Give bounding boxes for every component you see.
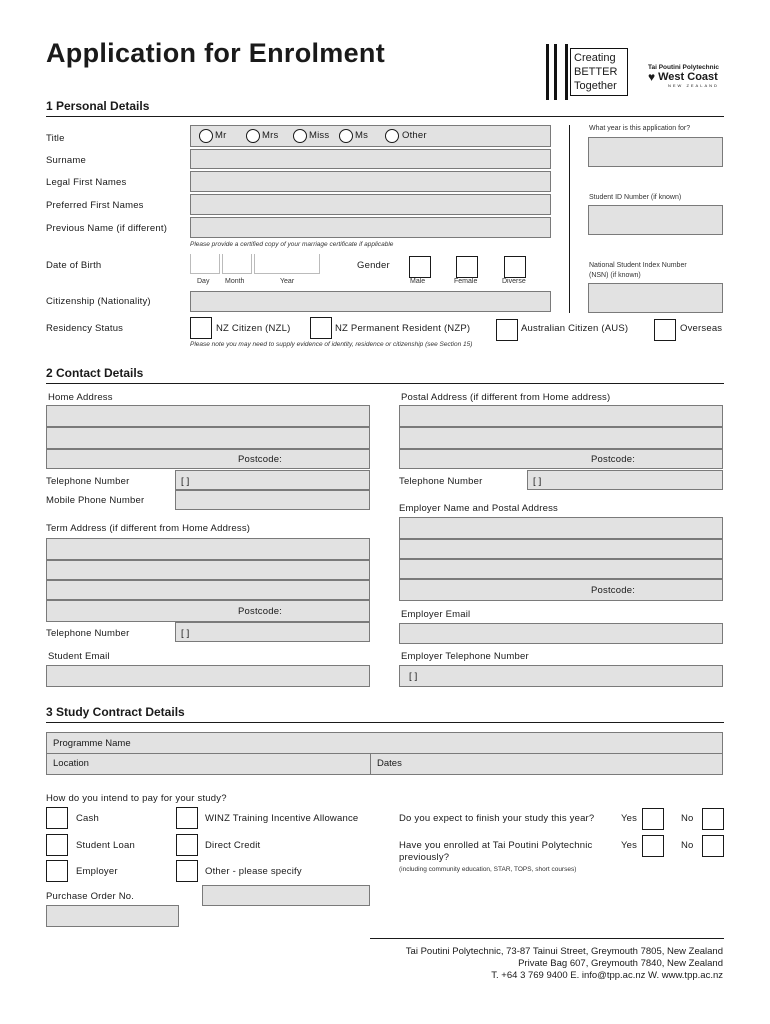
location-field[interactable] (46, 753, 371, 775)
pay-cash-label: Cash (76, 813, 99, 824)
pay-direct-credit-label: Direct Credit (205, 840, 261, 851)
student-email-field[interactable] (46, 665, 370, 687)
programme-field[interactable] (46, 732, 723, 754)
citizenship-field[interactable] (190, 291, 551, 312)
pay-cash-checkbox[interactable] (46, 807, 68, 829)
footer-line-1: Tai Poutini Polytechnic, 73-87 Tainui Street, Greymouth 7805, New Zealand (405, 946, 723, 957)
footer-rule (370, 938, 724, 939)
mobile-label: Mobile Phone Number (46, 495, 145, 506)
employer-address-line-4[interactable] (399, 579, 723, 601)
year-field[interactable] (588, 137, 723, 167)
legal-first-field[interactable] (190, 171, 551, 192)
term-address-line-3[interactable] (46, 580, 370, 600)
pay-other-field[interactable] (202, 885, 370, 906)
pay-winz-label: WINZ Training Incentive Allowance (205, 813, 359, 824)
title-option-mrs: Mrs (262, 130, 279, 141)
logo (546, 44, 636, 100)
term-telephone-field[interactable] (175, 622, 370, 642)
student-id-label: Student ID Number (if known) (589, 194, 682, 201)
residency-aus-checkbox[interactable] (496, 319, 518, 341)
mobile-field[interactable] (175, 490, 370, 510)
logo-line-2: BETTER (574, 66, 618, 78)
pay-student-loan-checkbox[interactable] (46, 834, 68, 856)
residency-nzl-checkbox[interactable] (190, 317, 212, 339)
enrolled-note: (including community education, STAR, TOPS, short courses) (399, 866, 577, 873)
previous-name-field[interactable] (190, 217, 551, 238)
pay-employer-checkbox[interactable] (46, 860, 68, 882)
brand-sub: NEW ZEALAND (668, 83, 719, 88)
marriage-note: Please provide a certified copy of your marriage certificate if applicable (190, 241, 394, 248)
purchase-order-label: Purchase Order No. (46, 891, 135, 902)
home-telephone-bracket: [ ] (181, 476, 190, 487)
finish-no-label: No (681, 813, 694, 824)
gender-male-checkbox[interactable] (409, 256, 431, 278)
heart-icon: ♥ (648, 70, 656, 84)
pay-other-label: Other - please specify (205, 866, 302, 877)
preferred-first-field[interactable] (190, 194, 551, 215)
logo-bars (546, 44, 568, 100)
postal-address-line-3[interactable] (399, 449, 723, 469)
title-radio-mrs[interactable] (246, 129, 260, 143)
postal-telephone-field[interactable] (527, 470, 723, 490)
postal-address-label: Postal Address (if different from Home address) (401, 392, 611, 403)
previous-name-label: Previous Name (if different) (46, 223, 168, 234)
term-address-line-4[interactable] (46, 600, 370, 622)
year-question-label: What year is this application for? (589, 125, 691, 132)
title-option-ms: Ms (355, 130, 369, 141)
postal-postcode-label: Postcode: (591, 454, 636, 465)
surname-field[interactable] (190, 149, 551, 169)
gender-label: Gender (357, 260, 390, 271)
logo-box (570, 48, 628, 96)
title-option-miss: Miss (309, 130, 330, 141)
postal-address-line-1[interactable] (399, 405, 723, 427)
title-radio-ms[interactable] (339, 129, 353, 143)
dates-label: Dates (377, 758, 402, 769)
section-rule (46, 116, 724, 117)
dob-year-label: Year (280, 278, 295, 285)
employer-address-line-2[interactable] (399, 539, 723, 559)
residency-aus-label: Australian Citizen (AUS) (521, 323, 629, 334)
term-telephone-label: Telephone Number (46, 628, 130, 639)
logo-line-3: Together (574, 80, 617, 92)
employer-phone-label: Employer Telephone Number (401, 651, 529, 662)
term-postcode-label: Postcode: (238, 606, 283, 617)
legal-first-label: Legal First Names (46, 177, 127, 188)
preferred-first-label: Preferred First Names (46, 200, 144, 211)
residency-overseas-label: Overseas (680, 323, 723, 334)
section-contact-heading: 2 Contact Details (46, 366, 144, 380)
employer-address-line-3[interactable] (399, 559, 723, 579)
dob-day-label: Day (197, 278, 210, 285)
term-address-line-1[interactable] (46, 538, 370, 560)
enrolled-question: Have you enrolled at Tai Poutini Polytechnic previously? (399, 840, 593, 863)
dob-label: Date of Birth (46, 260, 102, 271)
dob-year-field[interactable] (254, 254, 320, 274)
residency-label: Residency Status (46, 323, 124, 334)
finish-yes-checkbox[interactable] (642, 808, 664, 830)
finish-no-checkbox[interactable] (702, 808, 724, 830)
nsn-label: National Student Index Number (NSN) (if known) (589, 262, 687, 279)
title-field (190, 125, 551, 147)
home-address-line-2[interactable] (46, 427, 370, 449)
gender-diverse-label: Diverse (502, 278, 526, 285)
employer-phone-field[interactable] (399, 665, 723, 687)
pay-question: How do you intend to pay for your study? (46, 793, 227, 804)
brand-block (648, 64, 728, 88)
postal-telephone-bracket: [ ] (533, 476, 542, 487)
postal-address-line-2[interactable] (399, 427, 723, 449)
enrolled-yes-checkbox[interactable] (642, 835, 664, 857)
employer-address-line-1[interactable] (399, 517, 723, 539)
term-address-label: Term Address (if different from Home Address) (46, 523, 251, 534)
enrolled-yes-label: Yes (621, 840, 638, 851)
gender-male-label: Male (410, 278, 426, 285)
title-radio-mr[interactable] (199, 129, 213, 143)
residency-nzl-label: NZ Citizen (NZL) (216, 323, 291, 334)
residency-nzp-checkbox[interactable] (310, 317, 332, 339)
enrolled-no-checkbox[interactable] (702, 835, 724, 857)
term-address-line-2[interactable] (46, 560, 370, 580)
finish-yes-label: Yes (621, 813, 638, 824)
student-id-field[interactable] (588, 205, 723, 235)
right-divider (569, 125, 570, 313)
student-email-label: Student Email (48, 651, 110, 662)
employer-postcode-label: Postcode: (591, 585, 636, 596)
page-title: Application for Enrolment (46, 38, 386, 68)
postal-telephone-label: Telephone Number (399, 476, 483, 487)
employer-phone-bracket: [ ] (409, 671, 418, 682)
home-telephone-label: Telephone Number (46, 476, 130, 487)
section-personal-heading: 1 Personal Details (46, 99, 150, 113)
residency-overseas-checkbox[interactable] (654, 319, 676, 341)
employer-email-field[interactable] (399, 623, 723, 644)
home-address-label: Home Address (48, 392, 113, 403)
title-option-mr: Mr (215, 130, 227, 141)
programme-label: Programme Name (53, 738, 131, 749)
pay-direct-credit-checkbox[interactable] (176, 834, 198, 856)
residency-note: Please note you may need to supply evidence of identity, residence or citizenship (see Section 15) (190, 341, 473, 348)
home-telephone-field[interactable] (175, 470, 370, 490)
citizenship-label: Citizenship (Nationality) (46, 296, 151, 307)
pay-other-checkbox[interactable] (176, 860, 198, 882)
term-telephone-bracket: [ ] (181, 628, 190, 639)
home-address-line-3[interactable] (46, 449, 370, 469)
nsn-field[interactable] (588, 283, 723, 313)
section-rule (46, 722, 724, 723)
enrolled-no-label: No (681, 840, 694, 851)
brand-top: Tai Poutini Polytechnic (648, 64, 720, 71)
pay-student-loan-label: Student Loan (76, 840, 135, 851)
pay-employer-label: Employer (76, 866, 118, 877)
dob-month-field[interactable] (222, 254, 252, 274)
pay-winz-checkbox[interactable] (176, 807, 198, 829)
gender-female-label: Female (454, 278, 478, 285)
residency-nzp-label: NZ Permanent Resident (NZP) (335, 323, 471, 334)
dob-day-field[interactable] (190, 254, 220, 274)
title-radio-miss[interactable] (293, 129, 307, 143)
footer-address (406, 946, 723, 982)
section-rule (46, 383, 724, 384)
footer-line-2: Private Bag 607, Greymouth 7840, New Zealand (518, 958, 723, 969)
title-radio-other[interactable] (385, 129, 399, 143)
home-address-line-1[interactable] (46, 405, 370, 427)
dob-month-label: Month (225, 278, 245, 285)
gender-female-checkbox[interactable] (456, 256, 478, 278)
section-study-heading: 3 Study Contract Details (46, 705, 185, 719)
location-label: Location (53, 758, 89, 769)
gender-diverse-checkbox[interactable] (504, 256, 526, 278)
employer-email-label: Employer Email (401, 609, 471, 620)
purchase-order-field[interactable] (46, 905, 179, 927)
logo-line-1: Creating (574, 52, 616, 64)
title-label: Title (46, 133, 65, 144)
employer-name-label: Employer Name and Postal Address (399, 503, 559, 514)
finish-question: Do you expect to finish your study this year? (399, 813, 595, 824)
brand-main: West Coast (658, 71, 718, 83)
surname-label: Surname (46, 155, 86, 166)
footer-line-3: T. +64 3 769 9400 E. info@tpp.ac.nz W. www.tpp.ac.nz (491, 970, 723, 981)
dates-field[interactable] (370, 753, 723, 775)
title-option-other: Other (402, 130, 427, 141)
home-postcode-label: Postcode: (238, 454, 283, 465)
